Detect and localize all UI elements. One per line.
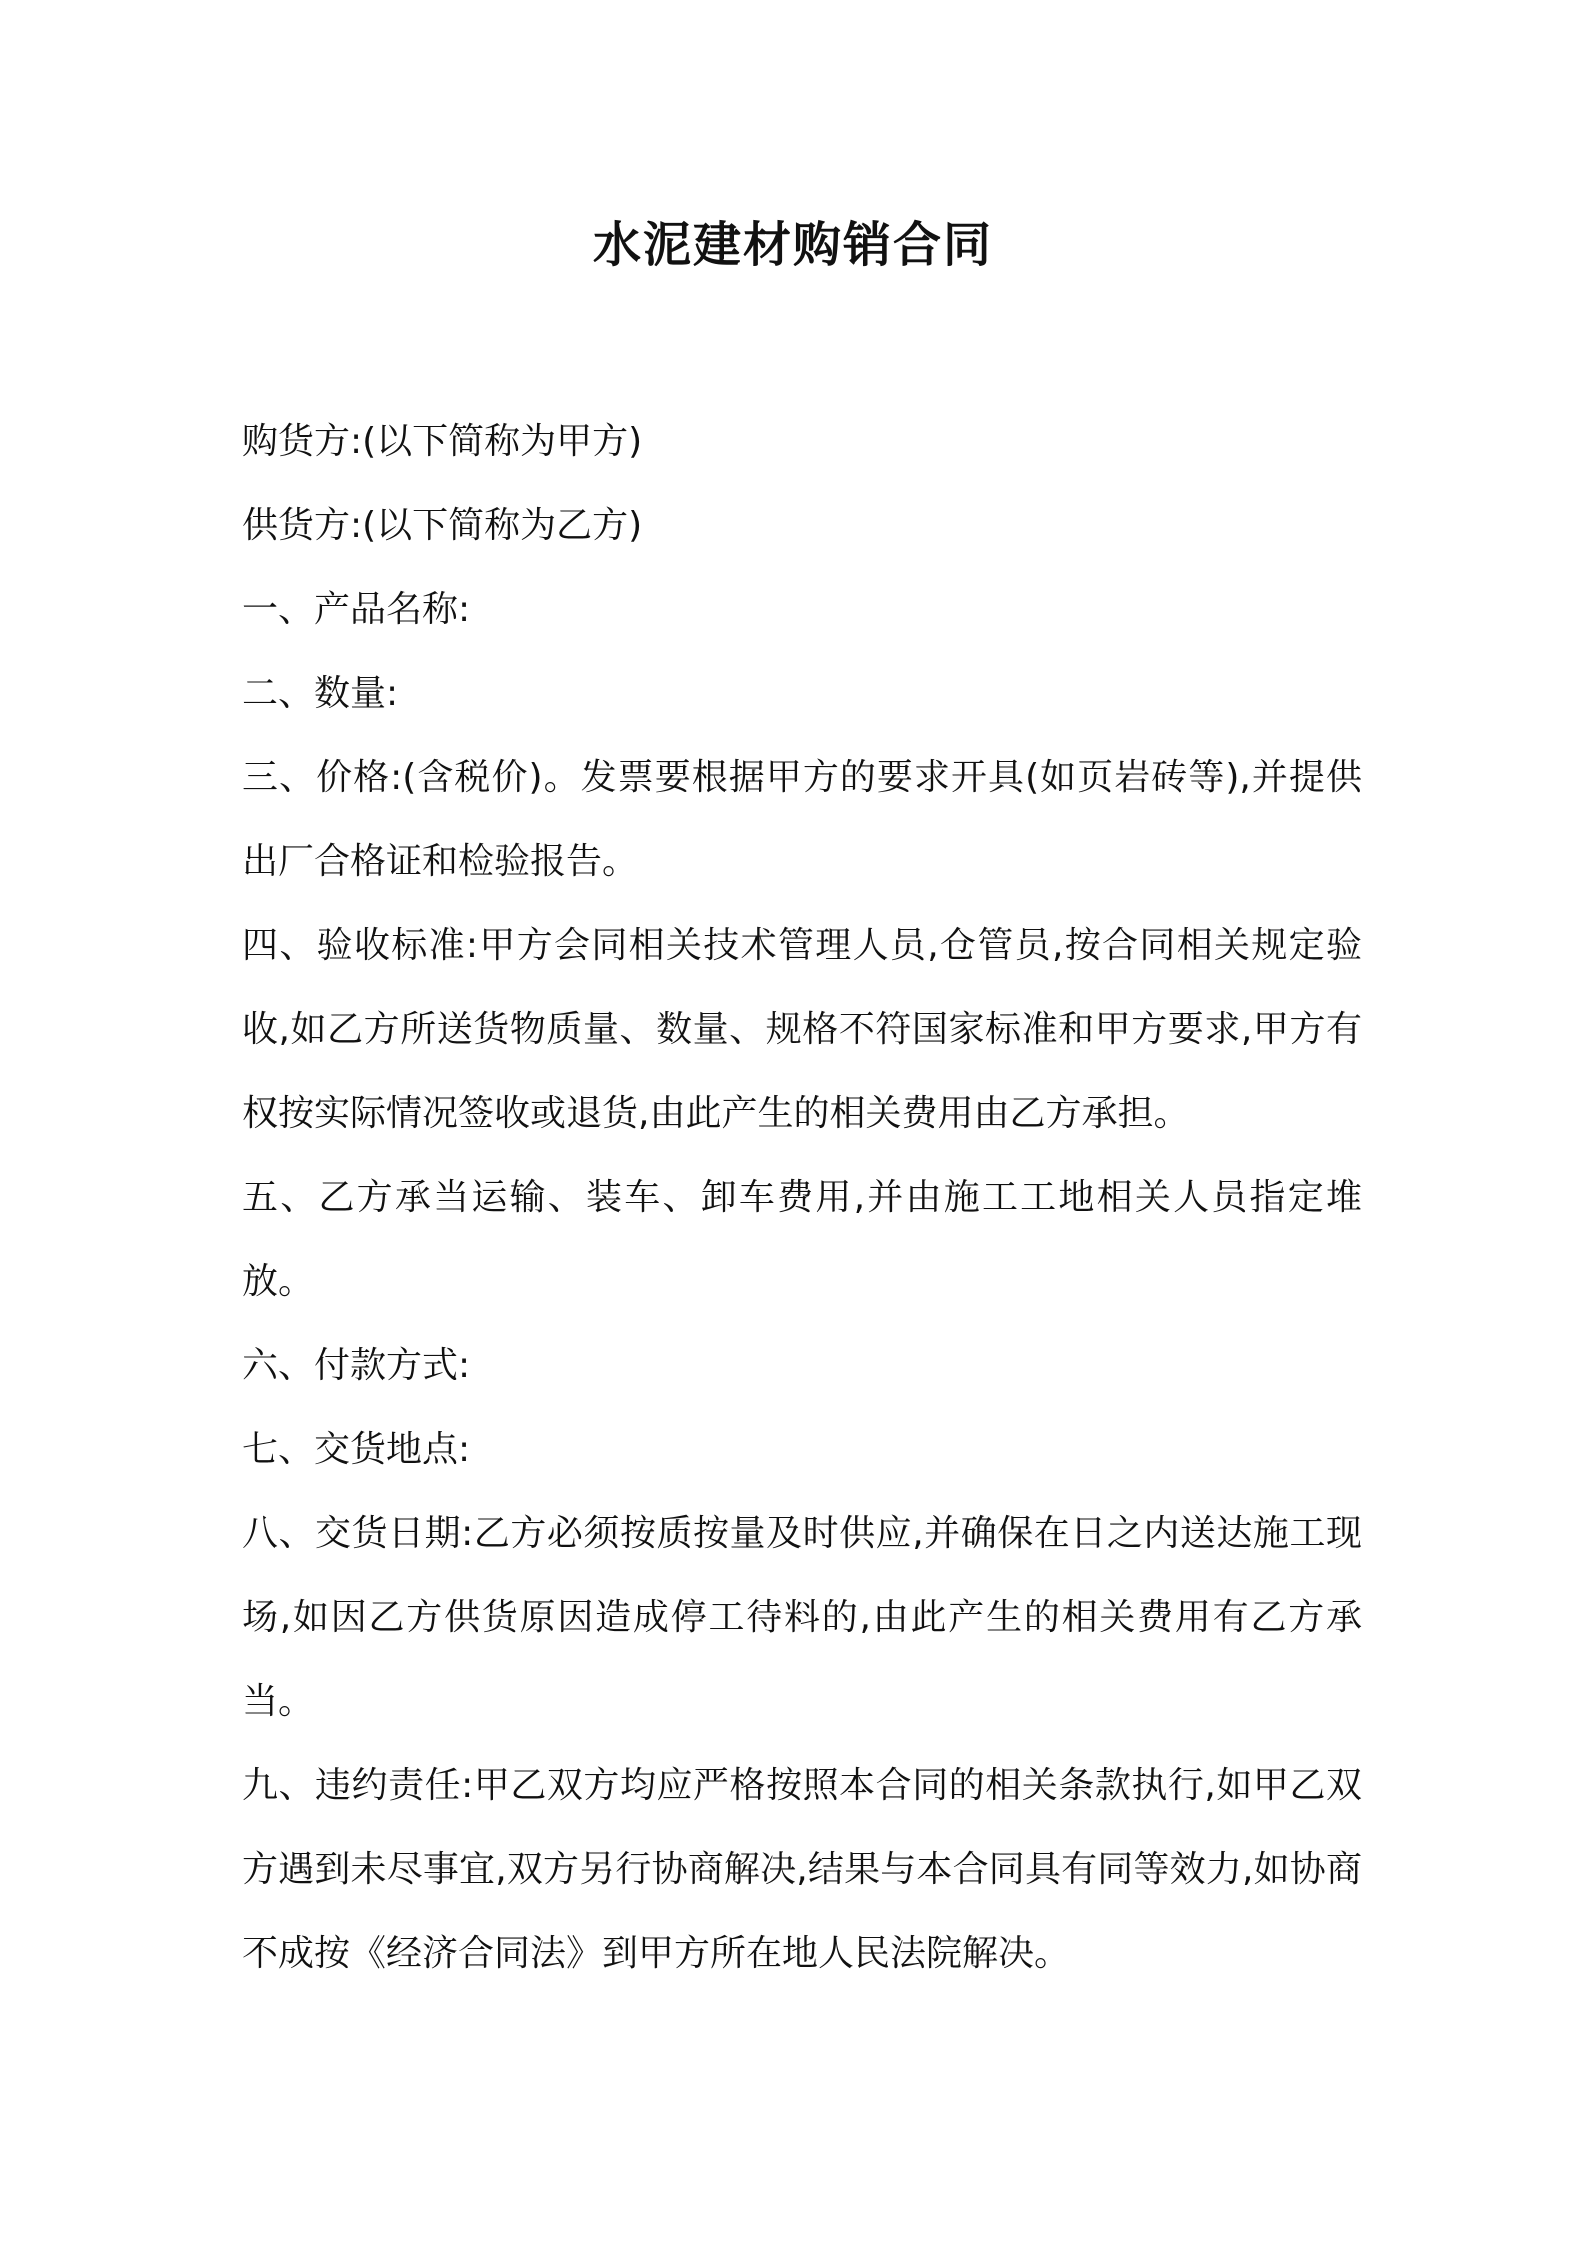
clause-liability: 九、违约责任:甲乙双方均应严格按照本合同的相关条款执行,如甲乙双方遇到未尽事宜,双方另行协商解决,结果与本合同具有同等效力,如协商不成按《经济合同法》到甲方所在地人民法院解决。 bbox=[242, 1765, 1362, 1974]
document-body bbox=[242, 400, 1362, 1996]
clause-transport: 五、乙方承当运输、装车、卸车费用,并由施工工地相关人员指定堆放。 bbox=[242, 1177, 1362, 1302]
clause-product-name: 一、产品名称: bbox=[242, 589, 471, 630]
document-title: 水泥建材购销合同 bbox=[592, 217, 993, 273]
buyer-line: 购货方:(以下简称为甲方) bbox=[242, 421, 643, 462]
supplier-line: 供货方:(以下简称为乙方) bbox=[242, 505, 643, 546]
clause-payment-method: 六、付款方式: bbox=[242, 1345, 471, 1386]
clause-delivery-date: 八、交货日期:乙方必须按质按量及时供应,并确保在日之内送达施工现场,如因乙方供货原因造成停工待料的,由此产生的相关费用有乙方承当。 bbox=[242, 1513, 1362, 1722]
clause-acceptance-standard: 四、验收标准:甲方会同相关技术管理人员,仓管员,按合同相关规定验收,如乙方所送货物质量、数量、规格不符国家标准和甲方要求,甲方有权按实际情况签收或退货,由此产生的相关费用由乙方承担。 bbox=[242, 925, 1362, 1134]
clause-quantity: 二、数量: bbox=[242, 673, 399, 714]
clause-price: 三、价格:(含税价)。发票要根据甲方的要求开具(如页岩砖等),并提供出厂合格证和检验报告。 bbox=[242, 757, 1362, 882]
clause-delivery-location: 七、交货地点: bbox=[242, 1429, 471, 1470]
